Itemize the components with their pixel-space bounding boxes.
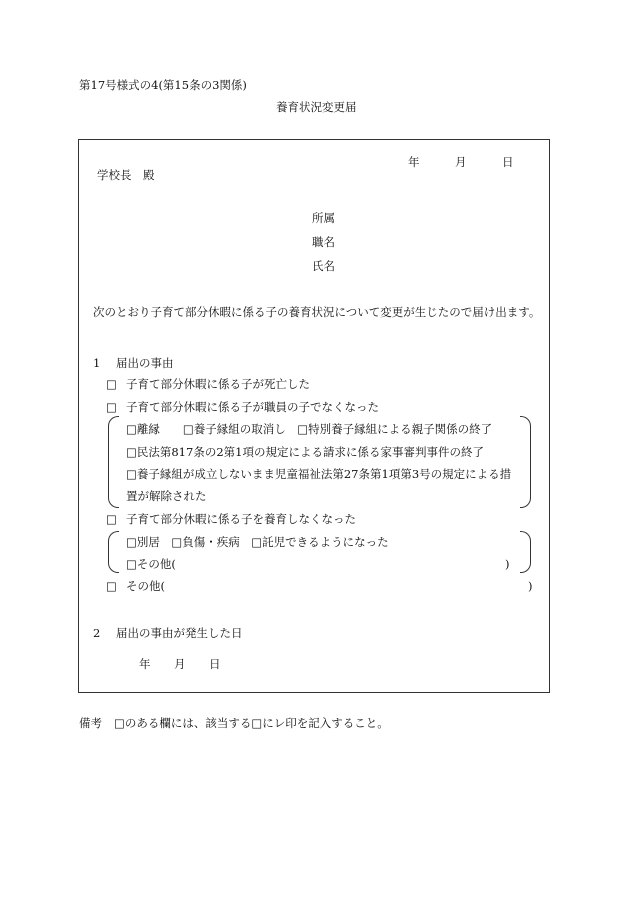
option-welfare-measure-continued: 置が解除された [126,489,207,503]
option-other-sub[interactable]: □その他( [126,557,176,571]
checkbox-not-own-child[interactable]: □ [106,400,117,414]
occurrence-year: 年 [139,657,151,671]
bracket-right-not-own-child [520,416,531,508]
section1-number: 1 [93,356,101,370]
affiliation-label: 所属 [312,211,335,225]
submission-month: 月 [455,155,467,169]
bracket-right-no-longer-raising [520,531,531,573]
option-family-court-line[interactable]: □民法第817条の2第1項の規定による請求に係る家事審判事件の終了 [126,445,484,459]
occurrence-month: 月 [174,657,186,671]
label-child-died: 子育て部分休暇に係る子が死亡した [126,377,310,391]
option-dissolution-line[interactable]: □離縁 □養子縁組の取消し □特別養子縁組による親子関係の終了 [126,422,493,436]
section2-heading: 届出の事由が発生した日 [116,626,243,640]
form-number: 第17号様式の4(第15条の3関係) [79,78,247,92]
section1-heading: 届出の事由 [116,356,174,370]
option-other-sub-close: ) [505,557,510,571]
name-label: 氏名 [312,259,335,273]
submission-year: 年 [408,155,420,169]
label-not-own-child: 子育て部分休暇に係る子が職員の子でなくなった [126,400,379,414]
checkbox-no-longer-raising[interactable]: □ [106,512,117,526]
label-no-longer-raising: 子育て部分休暇に係る子を養育しなくなった [126,512,356,526]
checkbox-other[interactable]: □ [106,579,117,593]
section2-number: 2 [93,626,101,640]
position-label: 職名 [312,235,335,249]
checkbox-child-died[interactable]: □ [106,377,117,391]
option-separation-line[interactable]: □別居 □負傷・疾病 □託児できるようになった [126,535,389,549]
occurrence-day: 日 [209,657,221,671]
intro-text: 次のとおり子育て部分休暇に係る子の養育状況について変更が生じたので届け出ます。 [93,305,541,319]
remarks-text: □のある欄には、該当する□にレ印を記入すること。 [114,716,389,730]
submission-day: 日 [502,155,514,169]
bracket-left-no-longer-raising [108,531,119,573]
bracket-left-not-own-child [108,416,119,508]
label-other-close: ) [528,579,533,593]
remarks-label: 備考 [79,716,102,730]
label-other: その他( [126,579,165,593]
document-title: 養育状況変更届 [276,100,357,114]
option-welfare-measure-line[interactable]: □養子縁組が成立しないまま児童福祉法第27条第1項第3号の規定による措 [126,467,512,481]
addressee: 学校長 殿 [97,168,155,182]
